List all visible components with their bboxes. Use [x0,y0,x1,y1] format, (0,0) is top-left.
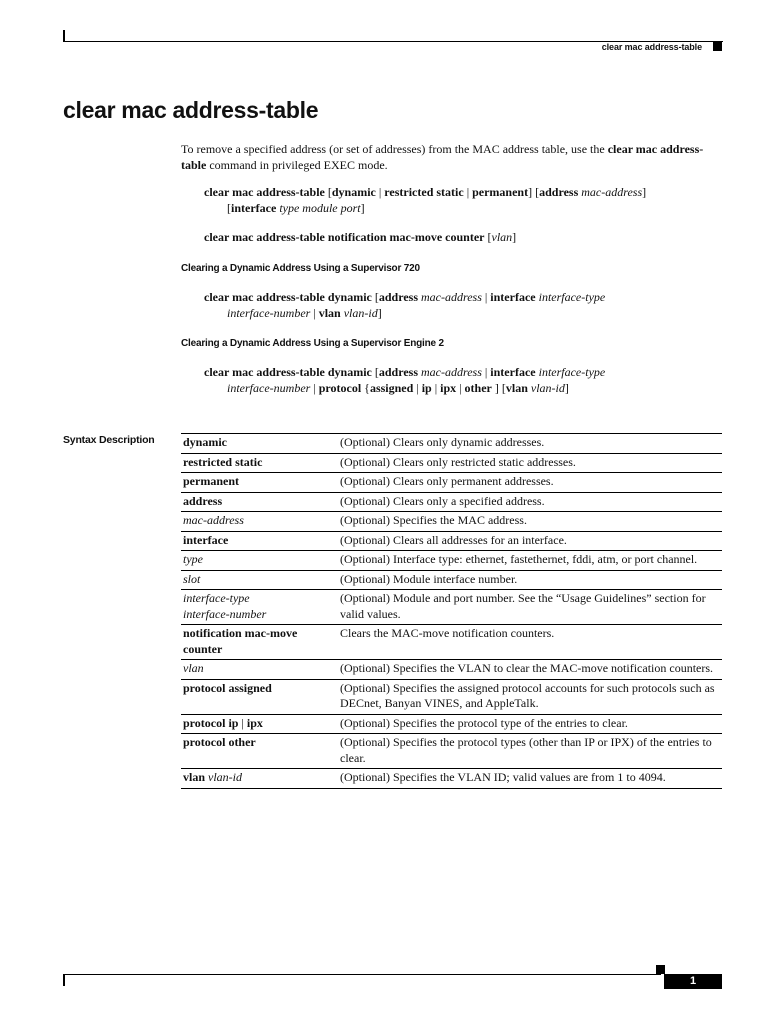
syntax-argument: mac-address [581,185,643,199]
param-description: (Optional) Interface type: ethernet, fastethernet, fddi, atm, or port channel. [337,551,722,571]
intro-command: clear mac address-table [181,142,704,172]
table-row [181,434,722,454]
syntax-clear-dynamic-sup720 [204,289,724,321]
param-description: (Optional) Specifies the protocol types (other than IP or IPX) of the entries to clear. [337,734,722,769]
table-row [181,512,722,532]
syntax-punct: ] [377,306,382,320]
syntax-description-label: Syntax Description [63,434,155,446]
param-term [181,714,337,734]
syntax-argument: mac-address [421,290,482,304]
syntax-command: clear mac address-table notification mac-move counter [204,230,485,244]
table-row [181,734,722,769]
syntax-command: clear mac address-table [204,185,325,199]
param-description: (Optional) Clears all addresses for an interface. [337,531,722,551]
param-term [181,492,337,512]
page-number: 1 [664,974,722,989]
syntax-punct: ] [512,230,517,244]
param-description: (Optional) Clears only dynamic addresses. [337,434,722,454]
table-row [181,714,722,734]
syntax-punct: [ [371,290,379,304]
param-description: (Optional) Clears only restricted static addresses. [337,453,722,473]
param-description: (Optional) Specifies the assigned protocol accounts for such protocols such as DECnet, Banyan VINES, and AppleTalk. [337,679,722,714]
param-term [181,453,337,473]
param-description: (Optional) Module interface number. [337,570,722,590]
syntax-keyword: interface [231,201,277,215]
param-term [181,679,337,714]
table-row [181,769,722,789]
param-term [181,769,337,789]
param-description: (Optional) Specifies the VLAN to clear the MAC-move notification counters. [337,660,722,680]
footer-corner-mark [63,975,65,986]
syntax-punct: [ [484,230,492,244]
param-argument: vlan-id [208,770,243,784]
syntax-keyword: ip [421,381,432,395]
syntax-keyword: permanent [472,185,529,199]
param-keyword: interface [183,532,229,547]
syntax-argument: mac-address [421,365,482,379]
syntax-argument: vlan-id [343,306,378,320]
subheading-supervisor-engine-2: Clearing a Dynamic Address Using a Supervisor Engine 2 [181,338,444,349]
param-keyword: vlan [183,770,206,784]
param-keyword: address [183,493,223,508]
table-row [181,531,722,551]
param-description: (Optional) Clears only a specified address. [337,492,722,512]
param-description: (Optional) Specifies the protocol type of the entries to clear. [337,714,722,734]
table-row [181,453,722,473]
param-description: (Optional) Specifies the VLAN ID; valid values are from 1 to 4094. [337,769,722,789]
intro-text: To remove a specified address (or set of addresses) from the MAC address table, use the [181,142,608,156]
param-keyword: restricted static [183,454,263,469]
param-term [181,512,337,532]
subheading-supervisor-720: Clearing a Dynamic Address Using a Supervisor 720 [181,263,420,274]
syntax-punct: [ [227,201,231,215]
syntax-punct: | [463,185,473,199]
param-argument: interface-number [183,606,267,621]
syntax-clear-mac-address-table [204,184,724,216]
syntax-punct: | [481,290,491,304]
syntax-punct: ] [ [491,381,506,395]
param-argument: interface-type [183,591,250,605]
syntax-argument: interface-type [538,365,606,379]
param-term [181,473,337,493]
syntax-punct: | [431,381,441,395]
table-row [181,551,722,571]
syntax-keyword: address [539,185,579,199]
table-row [181,492,722,512]
param-term [181,734,337,769]
syntax-keyword: dynamic [331,185,376,199]
syntax-punct: | [310,306,319,320]
param-keyword: notification mac-move counter [183,626,298,656]
param-term [181,531,337,551]
param-term [181,590,337,625]
syntax-keyword: assigned [369,381,414,395]
syntax-keyword: other [464,381,492,395]
page-title: clear mac address-table [63,97,319,123]
footer-rule [63,974,661,975]
syntax-punct: ] [360,201,365,215]
syntax-keyword: restricted static [384,185,464,199]
syntax-clear-dynamic-sup2 [204,364,724,396]
syntax-keyword: ipx [440,381,457,395]
syntax-punct: ] [ [528,185,540,199]
table-row [181,473,722,493]
syntax-keyword: interface [490,365,536,379]
table-row [181,625,722,660]
syntax-keyword: address [378,290,418,304]
syntax-punct: | [310,381,319,395]
param-argument: mac-address [183,513,244,527]
param-keyword: permanent [183,474,239,488]
syntax-keyword: interface [490,290,536,304]
param-description: (Optional) Clears only permanent addresses. [337,473,722,493]
syntax-punct: [ [324,185,332,199]
table-row [181,660,722,680]
syntax-punct: | [375,185,385,199]
syntax-argument: interface-number [227,306,311,320]
syntax-punct: { [361,381,370,395]
header-square-mark [713,42,722,51]
param-separator: | [238,715,247,730]
param-description: (Optional) Specifies the MAC address. [337,512,722,532]
table-row [181,590,722,625]
param-description: (Optional) Module and port number. See the “Usage Guidelines” section for valid values. [337,590,722,625]
syntax-punct: ] [642,185,647,199]
syntax-punct: | [481,365,491,379]
syntax-argument: vlan-id [530,381,565,395]
param-description: Clears the MAC-move notification counters. [337,625,722,660]
param-keyword: protocol other [183,735,256,749]
param-term [181,434,337,454]
syntax-argument: type module port [279,201,361,215]
param-term [181,625,337,660]
syntax-argument: interface-type [538,290,606,304]
syntax-command: clear mac address-table dynamic [204,365,372,379]
param-keyword: protocol ip [183,715,239,730]
param-argument: slot [183,571,201,586]
syntax-keyword: protocol [318,381,362,395]
intro-paragraph [181,141,721,173]
table-row [181,679,722,714]
param-argument: type [183,552,203,566]
param-argument: vlan [183,661,204,675]
running-title: clear mac address-table [601,42,702,52]
syntax-clear-notification-counter [204,229,724,245]
syntax-punct: | [413,381,422,395]
syntax-punct: ] [564,381,569,395]
syntax-argument: interface-number [227,381,311,395]
syntax-keyword: vlan [505,381,528,395]
syntax-punct: [ [371,365,379,379]
param-term [181,660,337,680]
syntax-command: clear mac address-table dynamic [204,290,372,304]
param-keyword: protocol assigned [183,680,272,695]
param-term [181,551,337,571]
syntax-argument: vlan [491,230,513,244]
syntax-description-table [181,433,722,789]
table-row [181,570,722,590]
param-keyword: dynamic [183,435,228,449]
intro-text-end: command in privileged EXEC mode. [206,158,388,172]
param-keyword: ipx [246,715,263,730]
syntax-keyword: address [378,365,418,379]
param-term [181,570,337,590]
footer-square-mark [656,965,665,974]
syntax-punct: | [456,381,465,395]
syntax-keyword: vlan [318,306,341,320]
